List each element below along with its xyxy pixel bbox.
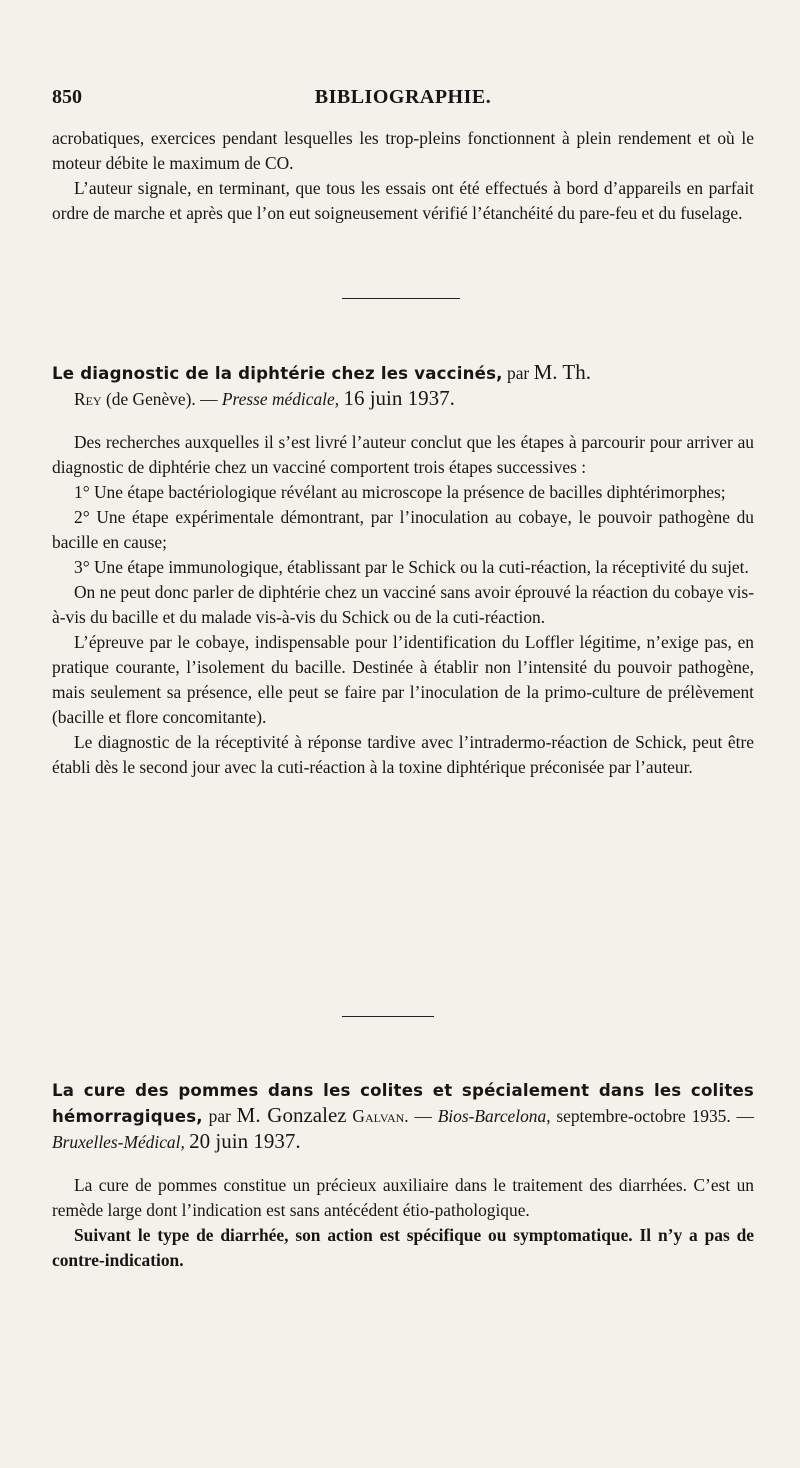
title-dash: — <box>414 1106 432 1126</box>
paragraph: Le diagnostic de la réceptivité à réponse tardive avec l’intradermo-réaction de Schick, peut être établi dès le second jour avec la cuti-réaction à la toxine diphtérique préconisée par l’auteur. <box>52 732 754 777</box>
source-journal: Bios-Barcelona, <box>437 1106 551 1126</box>
paragraph: 2° Une étape expérimentale démontrant, par l’inoculation au cobaye, le pouvoir pathogène du bacille en cause; <box>52 507 754 552</box>
paragraph: 1° Une étape bactériologique révélant au microscope la présence de bacilles diphtérimorphes; <box>74 482 726 502</box>
paragraph: On ne peut donc parler de diphtérie chez un vacciné sans avoir éprouvé la réaction du cobaye vis-à-vis du bacille et du malade vis-à-vis du Schick ou de la cuti-réaction. <box>52 582 754 627</box>
section-divider <box>342 298 460 299</box>
article-by: par <box>507 363 530 383</box>
article-title <box>52 1078 754 1155</box>
paragraph: L’épreuve par le cobaye, indispensable pour l’identification du Loffler légitime, n’exige pas, en pratique courante, l’isolement du bacille. Destinée à établir non l’intensité du pouvoir pathogène, mais seulement sa présence, elle peut se faire par l’inoculation de la primo-culture de prélèvement (bacille et flore concomitante). <box>52 632 754 727</box>
paragraph: 3° Une étape immunologique, établissant par le Schick ou la cuti-réaction, la réceptivité du sujet. <box>74 557 749 577</box>
article-author-surname: Galvan. <box>352 1106 409 1126</box>
running-title: BIBLIOGRAPHIE. <box>314 86 492 108</box>
article-apple-cure <box>52 1078 754 1273</box>
article-author-place: (de Genève). <box>105 389 196 409</box>
section-divider <box>342 1016 434 1017</box>
page-header <box>52 86 754 112</box>
article-title-heading: Le diagnostic de la diphtérie chez les vaccinés, <box>52 364 503 383</box>
article-title-heading: La cure des pommes dans les colites et spécialement dans les colites hémorragiques, <box>52 1081 754 1126</box>
paragraph: Des recherches auxquelles il s’est livré l’auteur conclut que les étapes à parcourir pour arriver au diagnostic de diphtérie chez un vacciné comportent trois étapes successives : <box>52 432 754 477</box>
article-by: par <box>208 1106 231 1126</box>
source-date: 20 juin 1937. <box>189 1129 301 1153</box>
paragraph: Suivant le type de diarrhée, son action est spécifique ou symptomatique. Il n’y a pas de contre-indication. <box>52 1225 754 1270</box>
journal-name: Presse médicale, <box>221 389 340 409</box>
article-title <box>52 360 754 412</box>
source-date: septembre-octobre 1935. <box>556 1106 731 1126</box>
title-dash: — <box>736 1106 754 1126</box>
journal-date: 16 juin 1937. <box>343 386 455 410</box>
article-author-surname: Rey <box>74 389 102 409</box>
title-dash: — <box>200 389 218 409</box>
article-author: M. Th. <box>533 360 591 384</box>
paragraph: La cure de pommes constitue un précieux auxiliaire dans le traitement des diarrhées. C’est un remède large dont l’indication est sans antécédent étio-pathologique. <box>52 1175 754 1220</box>
page-number: 850 <box>52 86 82 108</box>
paragraph: acrobatiques, exercices pendant lesquelles les trop-pleins fonctionnent à plein rendement et où le moteur débite le maximum de CO. <box>52 128 754 173</box>
previous-article-continuation <box>52 126 754 226</box>
article-diphteria <box>52 360 754 780</box>
paragraph: L’auteur signale, en terminant, que tous les essais ont été effectués à bord d’appareils en parfait ordre de marche et après que l’on eut soigneusement vérifié l’étanchéité du pare-feu et du fuselage. <box>52 178 754 223</box>
article-author: M. Gonzalez <box>236 1103 347 1127</box>
article-title-continuation <box>52 386 754 412</box>
source-journal: Bruxelles-Médical, <box>52 1132 185 1152</box>
